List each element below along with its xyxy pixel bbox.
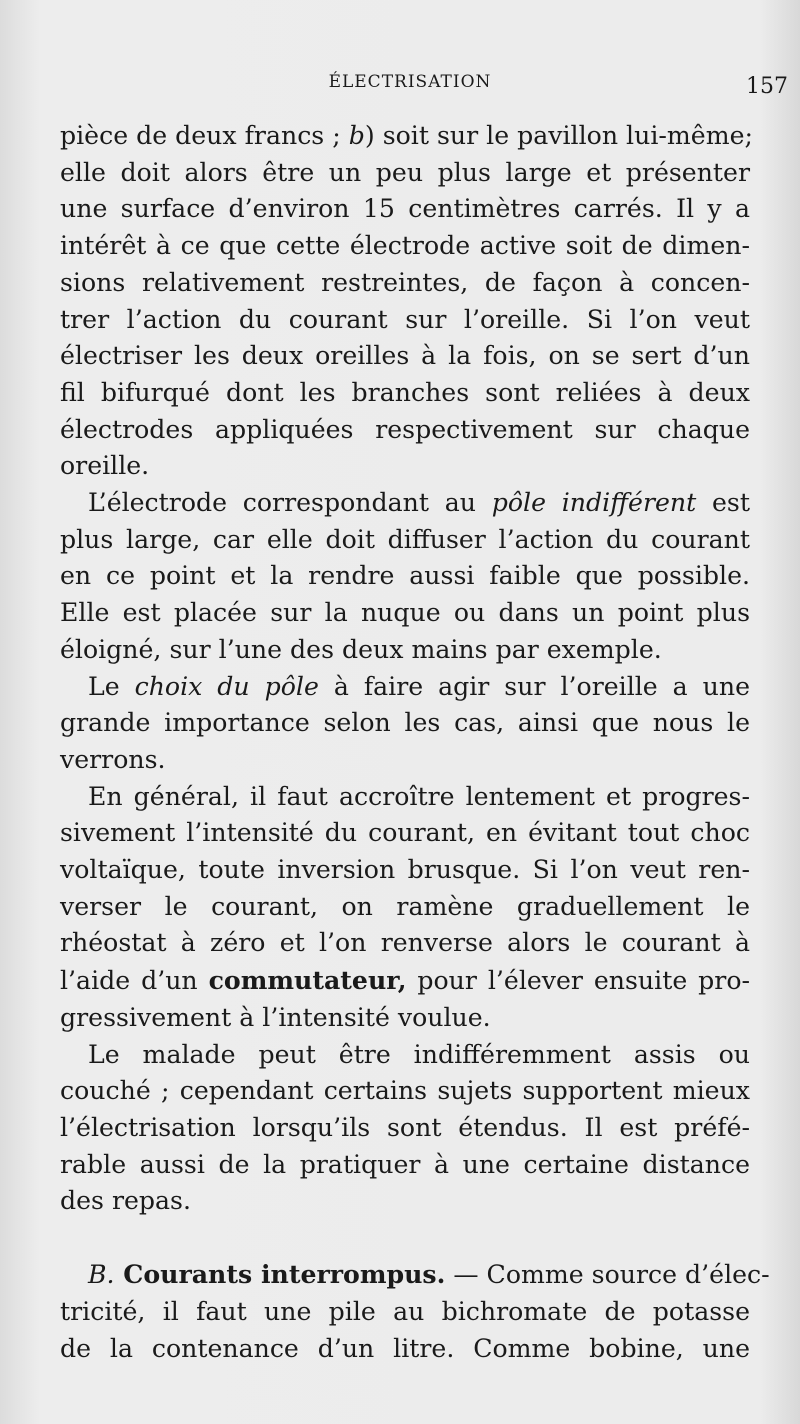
paragraph-courants-interrompus	[60, 1256, 770, 1367]
text-line: verrons.	[60, 744, 166, 774]
text-line: intérêt à ce que cette électrode active soit de dimen-	[60, 231, 750, 261]
text-line: En général, il faut accroître lentement et progres-	[88, 781, 750, 811]
text-line: sions relativement restreintes, de façon à concen-	[60, 267, 750, 297]
text-line: rable aussi de la pratiquer à une certaine distance	[60, 1149, 750, 1179]
body-text	[60, 118, 770, 1367]
text-line: Le choix du pôle à faire agir sur l’oreille a une	[88, 671, 750, 701]
section-spacer	[60, 1220, 750, 1256]
running-title: ÉLECTRISATION	[328, 72, 492, 92]
text-line: en ce point et la rendre aussi faible que possible.	[60, 561, 750, 591]
text-line: fil bifurqué dont les branches sont reliées à deux	[60, 377, 750, 407]
text-line: électrodes appliquées respectivement sur chaque	[60, 414, 750, 444]
running-head	[60, 72, 788, 102]
paragraph-continuation	[60, 118, 753, 485]
text-line: électriser les deux oreilles à la fois, on se sert d’un	[60, 341, 750, 371]
paragraph-choix-du-pole	[60, 669, 750, 779]
bold-term: commutateur,	[208, 965, 407, 996]
text-line: une surface d’environ 15 centimètres carrés. Il y a	[60, 194, 750, 224]
text-line: l’aide d’un commutateur, pour l’élever ensuite pro-	[60, 965, 750, 996]
section-heading-line: B. Courants interrompus. — Comme source d’élec-	[88, 1259, 770, 1290]
italic-term: choix du pôle	[134, 671, 319, 701]
text-line: grande importance selon les cas, ainsi que nous le	[60, 708, 750, 738]
text-line: gressivement à l’intensité voulue.	[60, 1002, 491, 1032]
paragraph-malade	[60, 1037, 750, 1221]
text-line: trer l’action du courant sur l’oreille. Si l’on veut	[60, 304, 750, 334]
italic-letter: b	[348, 121, 365, 150]
text-line: sivement l’intensité du courant, en évitant tout choc	[60, 818, 750, 848]
text-line: des repas.	[60, 1186, 191, 1216]
text-line: Elle est placée sur la nuque ou dans un point plus	[60, 598, 750, 628]
text-line: couché ; cependant certains sujets supportent mieux	[60, 1076, 750, 1106]
text-line: Le malade peut être indifféremment assis ou	[88, 1039, 750, 1069]
paragraph-pole-indifferent	[60, 485, 750, 669]
text-line: rhéostat à zéro et l’on renverse alors le courant à	[60, 928, 750, 958]
section-letter: B.	[88, 1260, 115, 1290]
section-heading: Courants interrompus.	[114, 1259, 446, 1290]
text-line: pièce de deux francs ; b) soit sur le pavillon lui-même;	[60, 121, 753, 150]
text-line: verser le courant, on ramène graduellement le	[60, 891, 750, 921]
text-line: L’électrode correspondant au pôle indifférent est	[88, 488, 750, 518]
text-line: éloigné, sur l’une des deux mains par exemple.	[60, 634, 662, 664]
text-line: oreille.	[60, 451, 150, 481]
text-line: l’électrisation lorsqu’ils sont étendus. Il est préfé-	[60, 1112, 750, 1142]
text-line: plus large, car elle doit diffuser l’action du courant	[60, 524, 750, 554]
paragraph-intensite	[60, 779, 750, 1037]
text-line: tricité, il faut une pile au bichromate de potasse	[60, 1296, 750, 1326]
text-line: elle doit alors être un peu plus large et présenter	[60, 157, 750, 187]
text-line: voltaïque, toute inversion brusque. Si l’on veut ren-	[60, 855, 750, 885]
page-number: 157	[746, 74, 788, 99]
italic-term: pôle indifférent	[491, 488, 697, 518]
text-line: de la contenance d’un litre. Comme bobine, une	[60, 1333, 750, 1363]
